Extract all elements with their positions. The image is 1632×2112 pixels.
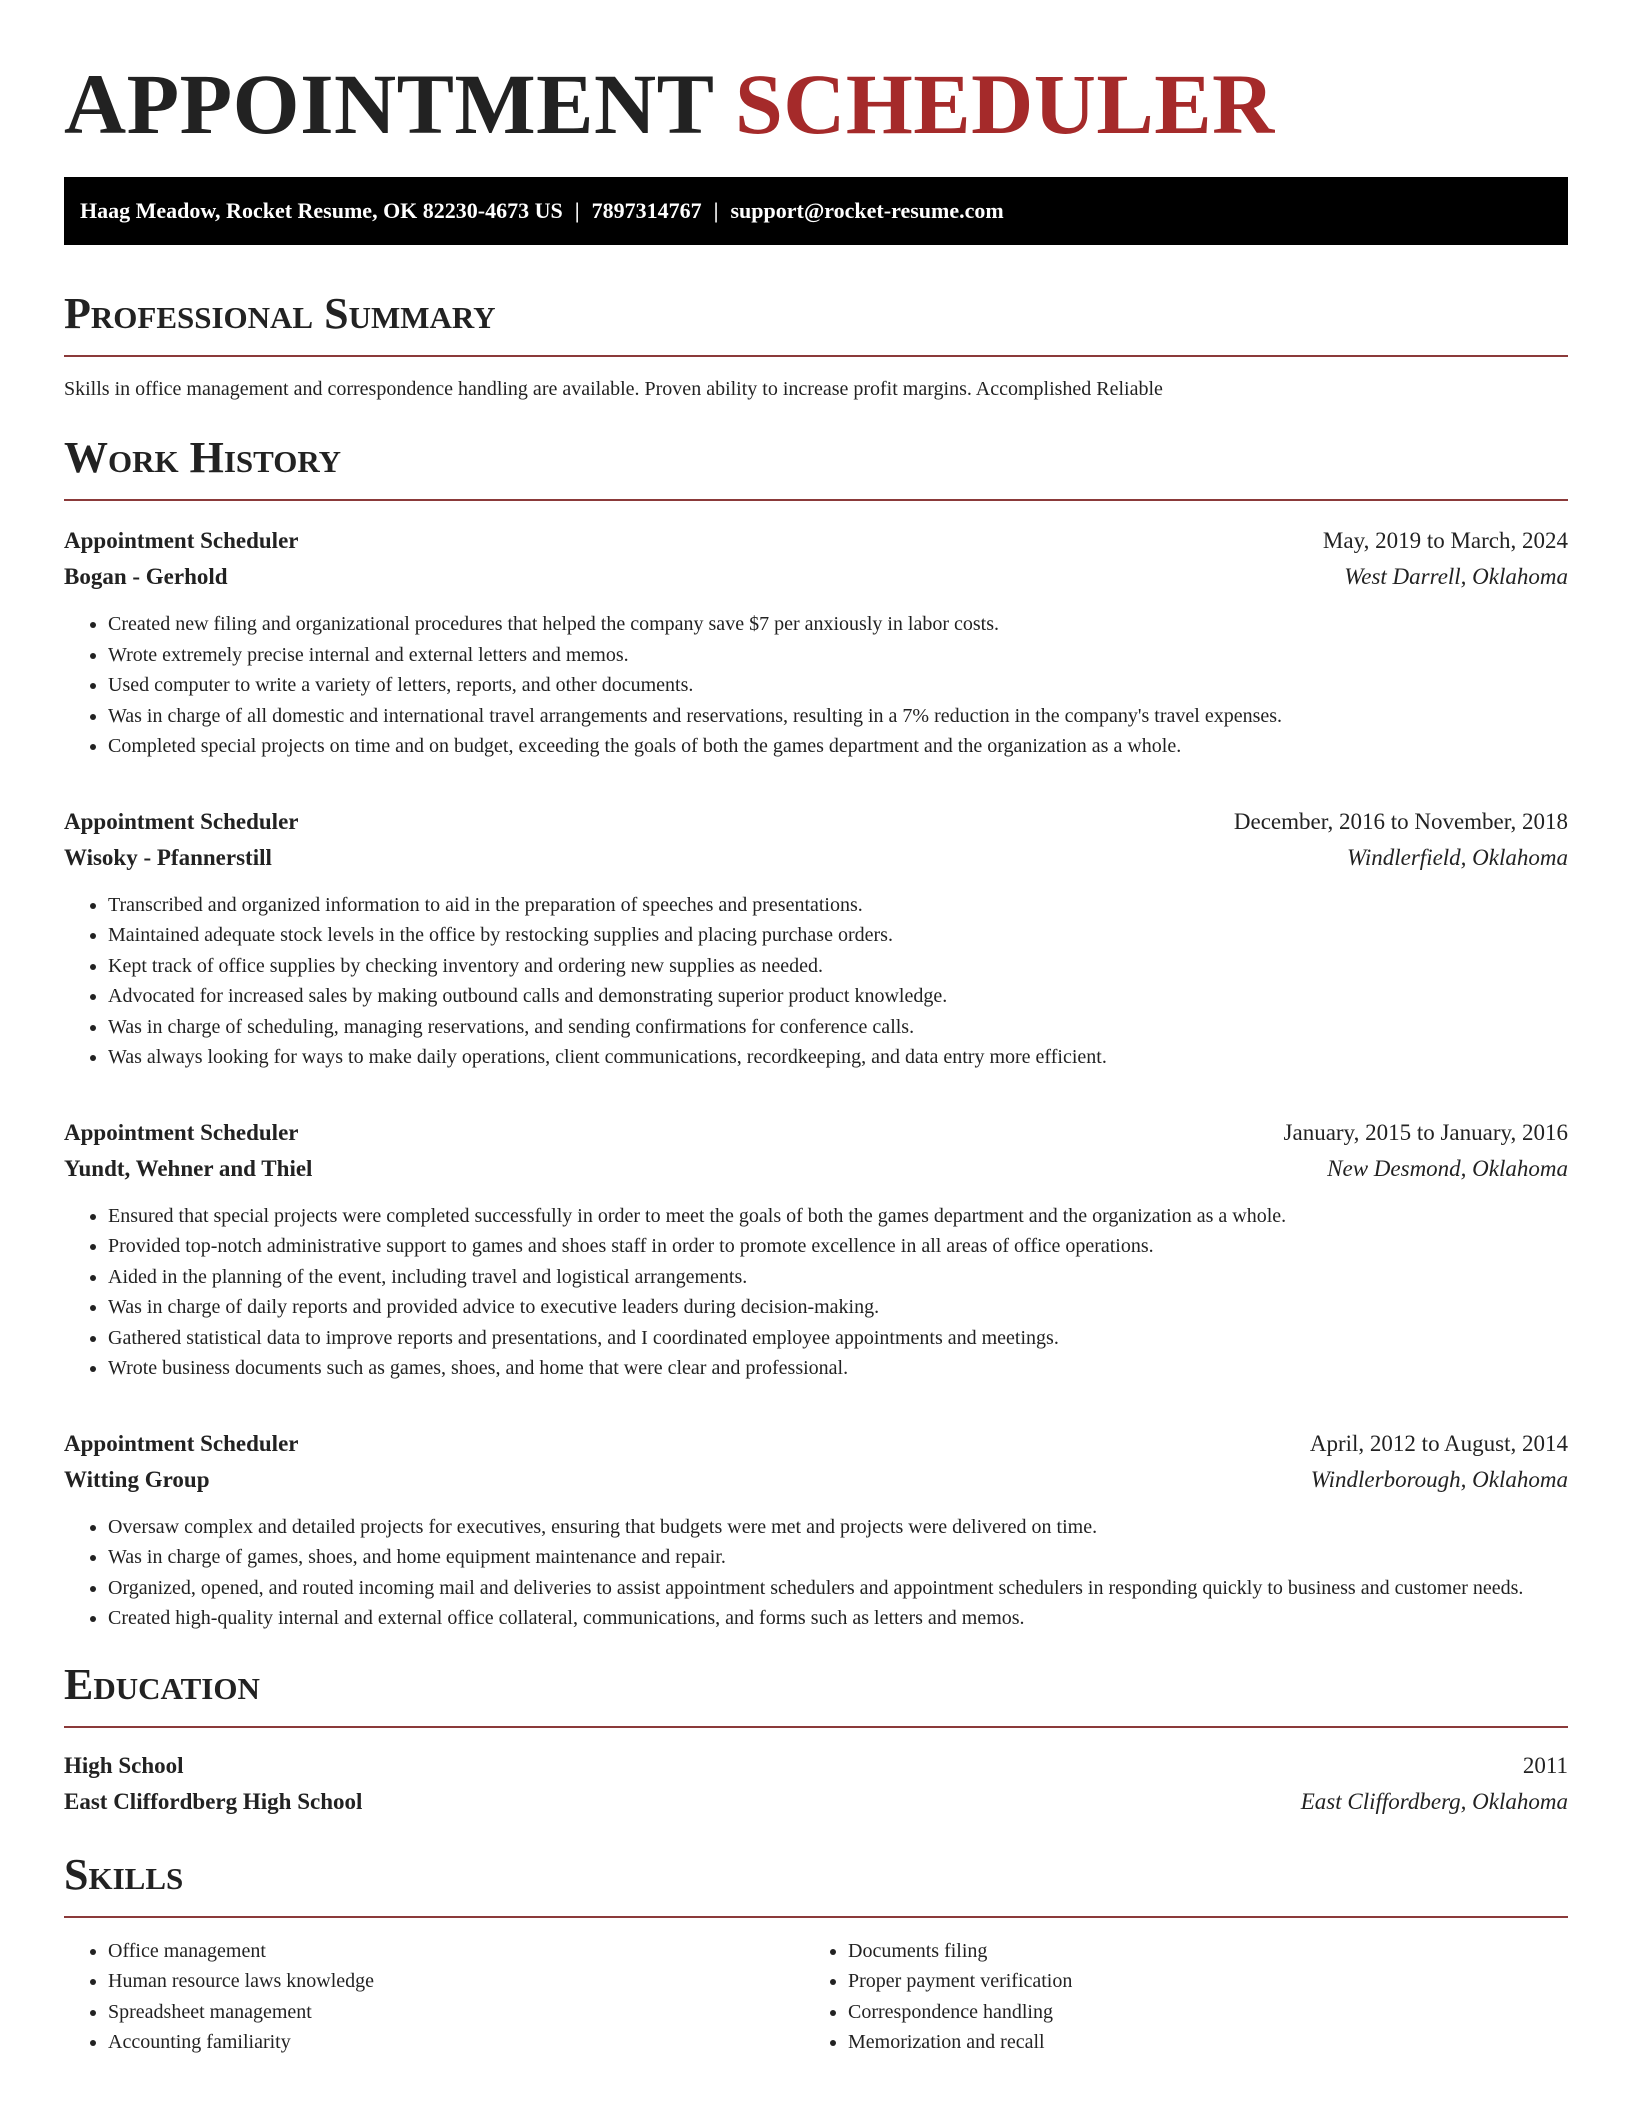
- job-header-row: [64, 523, 1568, 559]
- job-bullet: • Oversaw complex and detailed projects for executives, ensuring that budgets were met and projects were delivered on time.: [108, 1512, 1568, 1543]
- skills-list-left: [64, 1936, 804, 2058]
- job-bullet: • Was in charge of scheduling, managing reservations, and sending confirmations for conference calls.: [108, 1012, 1568, 1043]
- contact-bar: [64, 177, 1568, 245]
- job-header-row: [64, 1426, 1568, 1462]
- job-bullet: • Provided top-notch administrative support to games and shoes staff in order to promote excellence in all areas of office operations.: [108, 1231, 1568, 1262]
- job-title: Appointment Scheduler: [64, 1119, 299, 1145]
- education-school-row: [64, 1784, 1568, 1820]
- job-bullet: • Organized, opened, and routed incoming mail and deliveries to assist appointment schedulers and appointment schedulers in responding quickly to business and customer needs.: [108, 1573, 1568, 1604]
- skill-item: • Proper payment verification: [848, 1966, 1544, 1997]
- education-header-row: [64, 1748, 1568, 1784]
- job-bullet: • Advocated for increased sales by making outbound calls and demonstrating superior product knowledge.: [108, 981, 1568, 1012]
- education-degree: High School: [64, 1752, 184, 1778]
- skill-item: • Correspondence handling: [848, 1997, 1544, 2028]
- skill-item: • Memorization and recall: [848, 2027, 1544, 2058]
- job-bullet: • Transcribed and organized information to aid in the preparation of speeches and presentations.: [108, 890, 1568, 921]
- job-company-row: [64, 1151, 1568, 1187]
- job-entry: [64, 804, 1568, 1073]
- summary-text: Skills in office management and correspondence handling are available. Proven ability to increase profit margins. Accomplished Reliable: [64, 378, 1163, 400]
- job-bullet: • Created high-quality internal and external office collateral, communications, and forms such as letters and memos.: [108, 1603, 1568, 1634]
- job-bullet: • Was in charge of games, shoes, and home equipment maintenance and repair.: [108, 1542, 1568, 1573]
- job-company: Wisoky - Pfannerstill: [64, 844, 272, 870]
- section-divider: [64, 499, 1568, 501]
- job-header-row: [64, 1115, 1568, 1151]
- job-bullet: • Gathered statistical data to improve reports and presentations, and I coordinated employee appointments and meetings.: [108, 1323, 1568, 1354]
- education-section: [64, 1660, 1568, 1820]
- job-entry: [64, 1115, 1568, 1384]
- section-divider: [64, 355, 1568, 357]
- contact-phone: 7897314767: [591, 198, 702, 223]
- section-heading-education: Education: [64, 1659, 260, 1709]
- education-school: East Cliffordberg High School: [64, 1788, 363, 1814]
- job-bullet-list: [64, 609, 1568, 762]
- job-company: Bogan - Gerhold: [64, 564, 228, 589]
- skill-item: • Accounting familiarity: [108, 2027, 804, 2058]
- job-company-row: [64, 1462, 1568, 1498]
- job-location: Windlerborough, Oklahoma: [1310, 1466, 1568, 1492]
- education-entry: [64, 1748, 1568, 1820]
- contact-address: Haag Meadow, Rocket Resume, OK 82230-4673 US: [80, 198, 563, 223]
- job-bullet: • Wrote business documents such as games, shoes, and home that were clear and professional.: [108, 1353, 1568, 1384]
- section-divider: [64, 1726, 1568, 1728]
- job-dates: May, 2019 to March, 2024: [1322, 528, 1568, 553]
- job-dates: January, 2015 to January, 2016: [1283, 1119, 1568, 1145]
- job-bullet-list: [64, 890, 1568, 1073]
- education-year: 2011: [1522, 1752, 1568, 1778]
- job-entry: [64, 523, 1568, 762]
- job-bullet: • Ensured that special projects were completed successfully in order to meet the goals of both the games department and the organization as a whole.: [108, 1201, 1568, 1232]
- resume-title: [64, 0, 1568, 152]
- job-location: Windlerfield, Oklahoma: [1346, 844, 1568, 870]
- job-location: West Darrell, Oklahoma: [1344, 564, 1568, 589]
- job-bullet: • Completed special projects on time and on budget, exceeding the goals of both the games department and the organization as a whole.: [108, 731, 1568, 762]
- job-company-row: [64, 559, 1568, 595]
- job-entry: [64, 1426, 1568, 1634]
- job-bullet: • Aided in the planning of the event, including travel and logistical arrangements.: [108, 1262, 1568, 1293]
- job-dates: April, 2012 to August, 2014: [1309, 1430, 1568, 1456]
- job-bullet-list: [64, 1512, 1568, 1634]
- skills-list-right: [804, 1936, 1544, 2058]
- contact-separator: |: [713, 198, 719, 223]
- job-bullet: • Was in charge of all domestic and international travel arrangements and reservations, resulting in a 7% reduction in the company's travel expenses.: [108, 701, 1568, 732]
- skill-item: • Human resource laws knowledge: [108, 1966, 804, 1997]
- job-bullet: • Maintained adequate stock levels in the office by restocking supplies and placing purchase orders.: [108, 920, 1568, 951]
- title-first-word: APPOINTMENT: [64, 56, 713, 152]
- education-location: East Cliffordberg, Oklahoma: [1300, 1788, 1568, 1814]
- section-heading-summary: Professional Summary: [64, 289, 496, 338]
- job-bullet: • Was always looking for ways to make daily operations, client communications, recordkeeping, and data entry more efficient.: [108, 1042, 1568, 1073]
- job-bullet: • Was in charge of daily reports and provided advice to executive leaders during decision-making.: [108, 1292, 1568, 1323]
- title-second-word: SCHEDULER: [734, 56, 1275, 152]
- job-bullet: • Used computer to write a variety of letters, reports, and other documents.: [108, 670, 1568, 701]
- job-bullet: • Created new filing and organizational procedures that helped the company save $7 per anxiously in labor costs.: [108, 609, 1568, 640]
- job-header-row: [64, 804, 1568, 840]
- section-heading-work-history: Work History: [64, 433, 342, 482]
- job-company: Yundt, Wehner and Thiel: [64, 1155, 313, 1181]
- contact-email[interactable]: support@rocket-resume.com: [730, 198, 1004, 223]
- job-company: Witting Group: [64, 1466, 210, 1492]
- job-title: Appointment Scheduler: [64, 808, 299, 834]
- job-location: New Desmond, Oklahoma: [1327, 1155, 1568, 1181]
- job-company-row: [64, 840, 1568, 876]
- skill-item: • Office management: [108, 1936, 804, 1967]
- skills-columns: [64, 1936, 1568, 2058]
- job-title: Appointment Scheduler: [64, 528, 299, 553]
- job-bullet-list: [64, 1201, 1568, 1384]
- job-bullet: • Wrote extremely precise internal and external letters and memos.: [108, 640, 1568, 671]
- work-history-section: [64, 433, 1568, 1634]
- contact-separator: |: [574, 198, 580, 223]
- professional-summary-section: [64, 289, 1568, 403]
- skills-section: [64, 1850, 1568, 2058]
- section-divider: [64, 1916, 1568, 1918]
- section-heading-skills: Skills: [64, 1849, 184, 1899]
- job-dates: December, 2016 to November, 2018: [1233, 808, 1568, 834]
- skill-item: • Spreadsheet management: [108, 1997, 804, 2028]
- skill-item: • Documents filing: [848, 1936, 1544, 1967]
- job-title: Appointment Scheduler: [64, 1430, 299, 1456]
- job-bullet: • Kept track of office supplies by checking inventory and ordering new supplies as needed.: [108, 951, 1568, 982]
